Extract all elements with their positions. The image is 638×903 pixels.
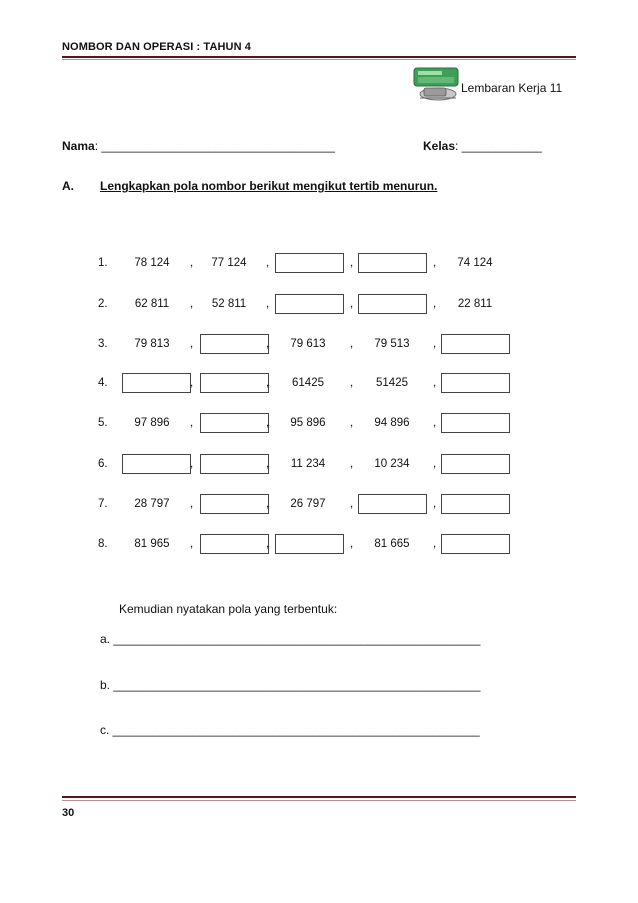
pattern-number: 78 124	[134, 257, 170, 269]
calculator-icon	[412, 66, 460, 102]
separator-comma: ,	[190, 377, 194, 389]
class-line[interactable]: : ____________	[455, 139, 542, 153]
pattern-number: 81 965	[134, 538, 170, 550]
pattern-number: 22 811	[457, 298, 493, 310]
separator-comma: ,	[433, 377, 437, 389]
pattern-number: 95 896	[290, 417, 326, 429]
header-title: NOMBOR DAN OPERASI : TAHUN 4	[62, 41, 251, 53]
pattern-number: 79 813	[134, 338, 170, 350]
pattern-number: 81 665	[374, 538, 410, 550]
answer-box[interactable]	[441, 454, 510, 474]
pattern-number: 74 124	[457, 257, 493, 269]
answer-box[interactable]	[275, 253, 344, 273]
worksheet-title: Lembaran Kerja 11	[461, 81, 563, 95]
pattern-number: 28 797	[134, 498, 170, 510]
separator-comma: ,	[433, 498, 437, 510]
pattern-number: 10 234	[374, 458, 410, 470]
separator-comma: ,	[433, 538, 437, 550]
question-number: 1.	[98, 257, 108, 269]
answer-line-a[interactable]: a. _______________________________________________________	[100, 632, 481, 646]
footer-rule	[62, 796, 576, 798]
separator-comma: ,	[433, 338, 437, 350]
separator-comma: ,	[190, 257, 194, 269]
section-heading	[62, 179, 437, 193]
separator-comma: ,	[266, 498, 270, 510]
question-number: 5.	[98, 417, 108, 429]
pattern-number: 11 234	[290, 458, 326, 470]
separator-comma: ,	[350, 417, 354, 429]
separator-comma: ,	[266, 298, 270, 310]
class-row	[423, 139, 542, 153]
separator-comma: ,	[190, 498, 194, 510]
answer-line-c[interactable]: c. _______________________________________________________	[100, 723, 480, 737]
separator-comma: ,	[433, 298, 437, 310]
answer-box[interactable]	[441, 334, 510, 354]
class-label: Kelas	[423, 139, 456, 153]
separator-comma: ,	[190, 298, 194, 310]
pattern-number: 52 811	[211, 298, 247, 310]
separator-comma: ,	[190, 458, 194, 470]
separator-comma: ,	[266, 377, 270, 389]
separator-comma: ,	[350, 538, 354, 550]
separator-comma: ,	[190, 538, 194, 550]
name-row	[62, 139, 335, 153]
separator-comma: ,	[266, 257, 270, 269]
answer-box[interactable]	[441, 373, 510, 393]
header-rule-thin	[62, 59, 576, 60]
pattern-number: 62 811	[134, 298, 170, 310]
answer-box[interactable]	[358, 294, 427, 314]
separator-comma: ,	[266, 458, 270, 470]
name-label: Nama	[62, 139, 95, 153]
question-number: 3.	[98, 338, 108, 350]
answer-box[interactable]	[441, 413, 510, 433]
answer-box[interactable]	[200, 494, 269, 514]
pattern-number: 79 513	[374, 338, 410, 350]
pattern-number: 79 613	[290, 338, 326, 350]
answer-box[interactable]	[358, 494, 427, 514]
question-number: 2.	[98, 298, 108, 310]
answer-box[interactable]	[122, 373, 194, 393]
separator-comma: ,	[350, 338, 354, 350]
answer-box[interactable]	[200, 454, 269, 474]
answer-box[interactable]	[200, 373, 269, 393]
separator-comma: ,	[433, 458, 437, 470]
answer-box[interactable]	[358, 253, 427, 273]
footer-rule-thin	[62, 800, 576, 801]
answer-box[interactable]	[200, 334, 269, 354]
pattern-number: 94 896	[374, 417, 410, 429]
question-number: 8.	[98, 538, 108, 550]
answer-box[interactable]	[122, 454, 194, 474]
pattern-number: 97 896	[134, 417, 170, 429]
pattern-number: 26 797	[290, 498, 326, 510]
section-letter: A.	[62, 179, 74, 193]
answer-box[interactable]	[441, 534, 510, 554]
pattern-number: 51425	[376, 377, 408, 389]
header-rule	[62, 56, 576, 58]
separator-comma: ,	[190, 417, 194, 429]
answer-box[interactable]	[441, 494, 510, 514]
pattern-number: 77 124	[211, 257, 247, 269]
separator-comma: ,	[350, 458, 354, 470]
page-number: 30	[62, 807, 75, 819]
answer-box[interactable]	[200, 534, 269, 554]
separator-comma: ,	[266, 417, 270, 429]
question-number: 6.	[98, 458, 108, 470]
name-line[interactable]: : ___________________________________	[94, 139, 335, 153]
separator-comma: ,	[350, 298, 354, 310]
followup-text: Kemudian nyatakan pola yang terbentuk:	[119, 602, 338, 616]
separator-comma: ,	[266, 338, 270, 350]
question-number: 7.	[98, 498, 108, 510]
separator-comma: ,	[350, 377, 354, 389]
pattern-number: 61425	[292, 377, 324, 389]
question-number: 4.	[98, 377, 108, 389]
answer-line-b[interactable]: b. _______________________________________________________	[100, 678, 481, 692]
separator-comma: ,	[350, 257, 354, 269]
separator-comma: ,	[433, 257, 437, 269]
separator-comma: ,	[350, 498, 354, 510]
separator-comma: ,	[433, 417, 437, 429]
answer-box[interactable]	[200, 413, 269, 433]
answer-box[interactable]	[275, 534, 344, 554]
separator-comma: ,	[266, 538, 270, 550]
separator-comma: ,	[190, 338, 194, 350]
section-instruction: Lengkapkan pola nombor berikut mengikut tertib menurun.	[100, 179, 438, 193]
answer-box[interactable]	[275, 294, 344, 314]
